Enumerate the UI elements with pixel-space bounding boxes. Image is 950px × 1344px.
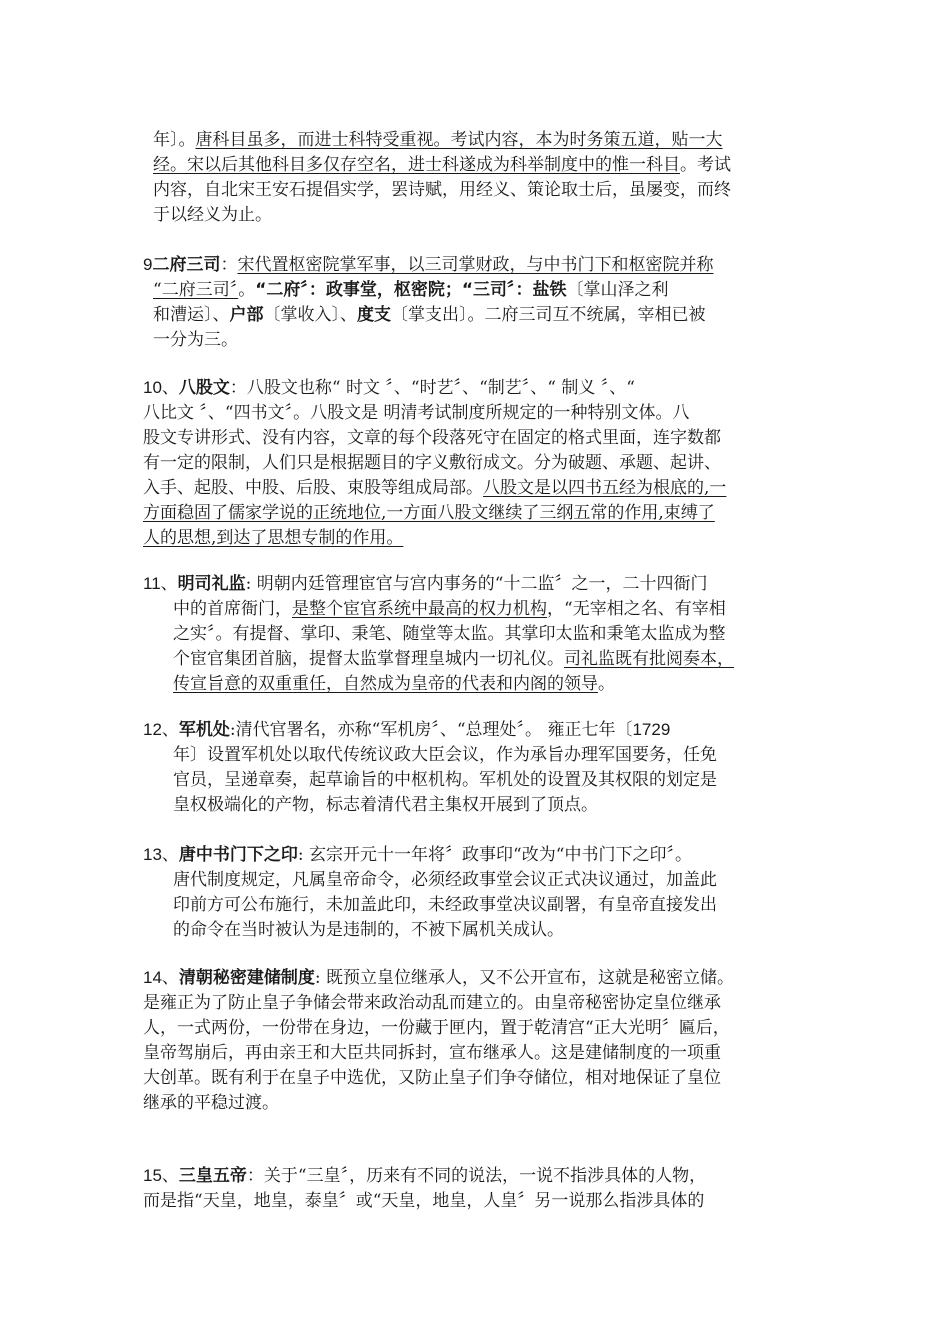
term-heading: 军机处 [178,720,230,740]
text-run: 〔掌收入〕、 [263,305,357,325]
paragraph-10 [143,375,726,551]
paragraph-13 [143,842,717,943]
text-line: 一分为三。 [153,330,238,350]
item-number: 12、 [143,720,179,739]
term-heading: 二府三司 [152,255,221,275]
item-number: 10、 [143,378,179,397]
text-run: 。 [238,280,256,300]
text-run: ，“无宰相之名、有宰相 [547,599,726,619]
text-line: 大创革。既有利于在皇子中选优，又防止皇子们争夺储位，相对地保证了皇位 [143,1068,721,1088]
term-heading: 清朝秘密建储制度 [178,968,315,988]
text-line: 继承的平稳过渡。 [143,1093,279,1113]
text-run: 和漕运〕、 [153,305,230,325]
underlined-text: 司礼监既有批阅奏本， [564,649,734,669]
text-run: 入手、起股、中股、后股、束股等组成局部。 [143,478,483,498]
underlined-text: 是整个宦官系统中最高的权力机构 [292,599,547,619]
colon: : [245,574,252,594]
text-run: 明朝内廷管理宦官与宫内事务的“十二监〞之一，二十四衙门 [251,574,708,594]
text-run: 年〕。 [153,130,196,150]
underlined-text: 传宣旨意的双重重任，自然成为皇帝的代表和内阁的领导 [173,674,598,694]
item-number: 13、 [143,845,179,864]
text-run: 〔掌山泽之利 [566,280,669,300]
text-line: 有一定的限制，人们只是根据题目的字义敷衍成文。分为破题、承题、起讲、 [143,453,721,473]
item-number: 11、 [143,574,178,593]
text-run: 中的首席衙门， [173,599,292,619]
text-line: 唐代制度规定，凡属皇帝命令，必须经政事堂会议正式决议通过，加盖此 [173,870,717,890]
paragraph-14 [143,965,734,1116]
text-line: 于以经义为止。 [153,205,272,225]
text-line: 的命令在当时被认为是违制的，不被下属机关成认。 [173,920,564,940]
term-heading: 八股文 [178,378,230,398]
colon: ： [246,1166,264,1186]
text-line: 皇权极端化的产物，标志着清代君主集权开展到了顶点。 [173,795,598,815]
colon: : [297,845,304,865]
text-line: 八比文 〞、“四书文〞。八股文是 明清考试制度所规定的一种特别文体。八 [143,403,690,423]
bold-text: 户部 [229,305,264,325]
text-run: 。考试 [680,155,731,175]
item-number: 14、 [143,968,179,987]
underlined-text: 宋代置枢密院掌军事，以三司掌财政，与中书门下和枢密院并称 [237,255,714,275]
item-number: 15、 [143,1166,179,1185]
text-run: 玄宗开元十一年将〞政事印“改为“中书门下之印〞。 [303,845,692,865]
underlined-text: 人的思想,到达了思想专制的作用。 [143,528,404,548]
text-run: 既预立皇位继承人，又不公开宣布，这就是秘密立储。 [320,968,735,988]
text-run: 。 [598,674,615,694]
bold-text: 度支 [357,305,391,325]
text-line: 皇帝驾崩后，再由亲王和大臣共同拆封，宣布继承人。这是建储制度的一项重 [143,1043,721,1063]
underlined-text: 唐科目虽多，而进士科特受重视。考试内容，本为时务策五道，贴一大 [195,130,723,150]
text-line: 而是指“天皇，地皇，泰皇〞或“天皇，地皇，人皇〞另一说那么指涉具体的 [143,1191,705,1211]
text-line: 人，一式两份，一份带在身边，一份藏于匣内，置于乾清宫“正大光明〞匾后， [143,1018,730,1038]
underlined-text: 八股文是以四书五经为根底的,一 [483,478,727,498]
text-line: 股文专讲形式、没有内容，文章的每个段落死守在固定的格式里面，连字数都 [143,428,721,448]
colon: : [229,720,236,740]
item-number: 9 [143,255,153,274]
term-heading: 明司礼监 [177,574,246,594]
text-line: 官员，呈递章奏，起草谕旨的中枢机构。军机处的设置及其权限的划定是 [173,770,717,790]
text-run: 个宦官集团首脑，提督太监掌督理皇城内一切礼仪。 [173,649,564,669]
text-run: 清代官署名，亦称“军机房〞、“总理处〞。 雍正七年〔 [235,720,633,740]
text-run: 八股文也称“ 时文 〞、“时艺〞、“制艺〞、“ 制义 〞、“ [246,378,635,398]
underlined-text: 方面稳固了儒家学说的正统地位,一方面八股文继续了三纲五常的作用,束缚了 [143,503,715,523]
bold-text: “二府〞：政事堂，枢密院；“三司〞：盐铁 [255,280,567,300]
colon: : [314,968,321,988]
underlined-text: 经。宋以后其他科目多仅存空名，进士科遂成为科举制度中的惟一科目 [153,155,680,175]
text-line: 内容，自北宋王安石提倡实学，罢诗赋，用经义、策论取士后，虽屡变，而终 [153,180,731,200]
underlined-text: “二府三司〞 [153,280,239,300]
colon: ： [220,255,238,275]
term-heading: 三皇五帝 [178,1166,247,1186]
year-number: 1729 [632,720,671,739]
paragraph-9 [143,252,713,353]
paragraph-15 [143,1163,706,1214]
term-heading: 唐中书门下之印 [178,845,298,865]
text-run: 〔掌支出〕。二府三司互不统属，宰相已被 [391,305,706,325]
paragraph-12 [143,717,717,818]
text-line: 之实〞。有提督、掌印、秉笔、随堂等太监。其掌印太监和秉笔太监成为整 [173,624,726,644]
paragraph-8-continuation [153,128,731,228]
paragraph-11 [143,571,734,697]
text-line: 印前方可公布施行，未加盖此印，未经政事堂决议副署，有皇帝直接发出 [173,895,717,915]
text-line: 年〕设置军机处以取代传统议政大臣会议，作为承旨办理军国要务，任免 [173,745,717,765]
text-run: 关于“三皇〞，历来有不同的说法，一说不指涉具体的人物， [263,1166,707,1186]
text-line: 是雍正为了防止皇子争储会带来政治动乱而建立的。由皇帝秘密协定皇位继承 [143,993,721,1013]
colon: ： [229,378,247,398]
